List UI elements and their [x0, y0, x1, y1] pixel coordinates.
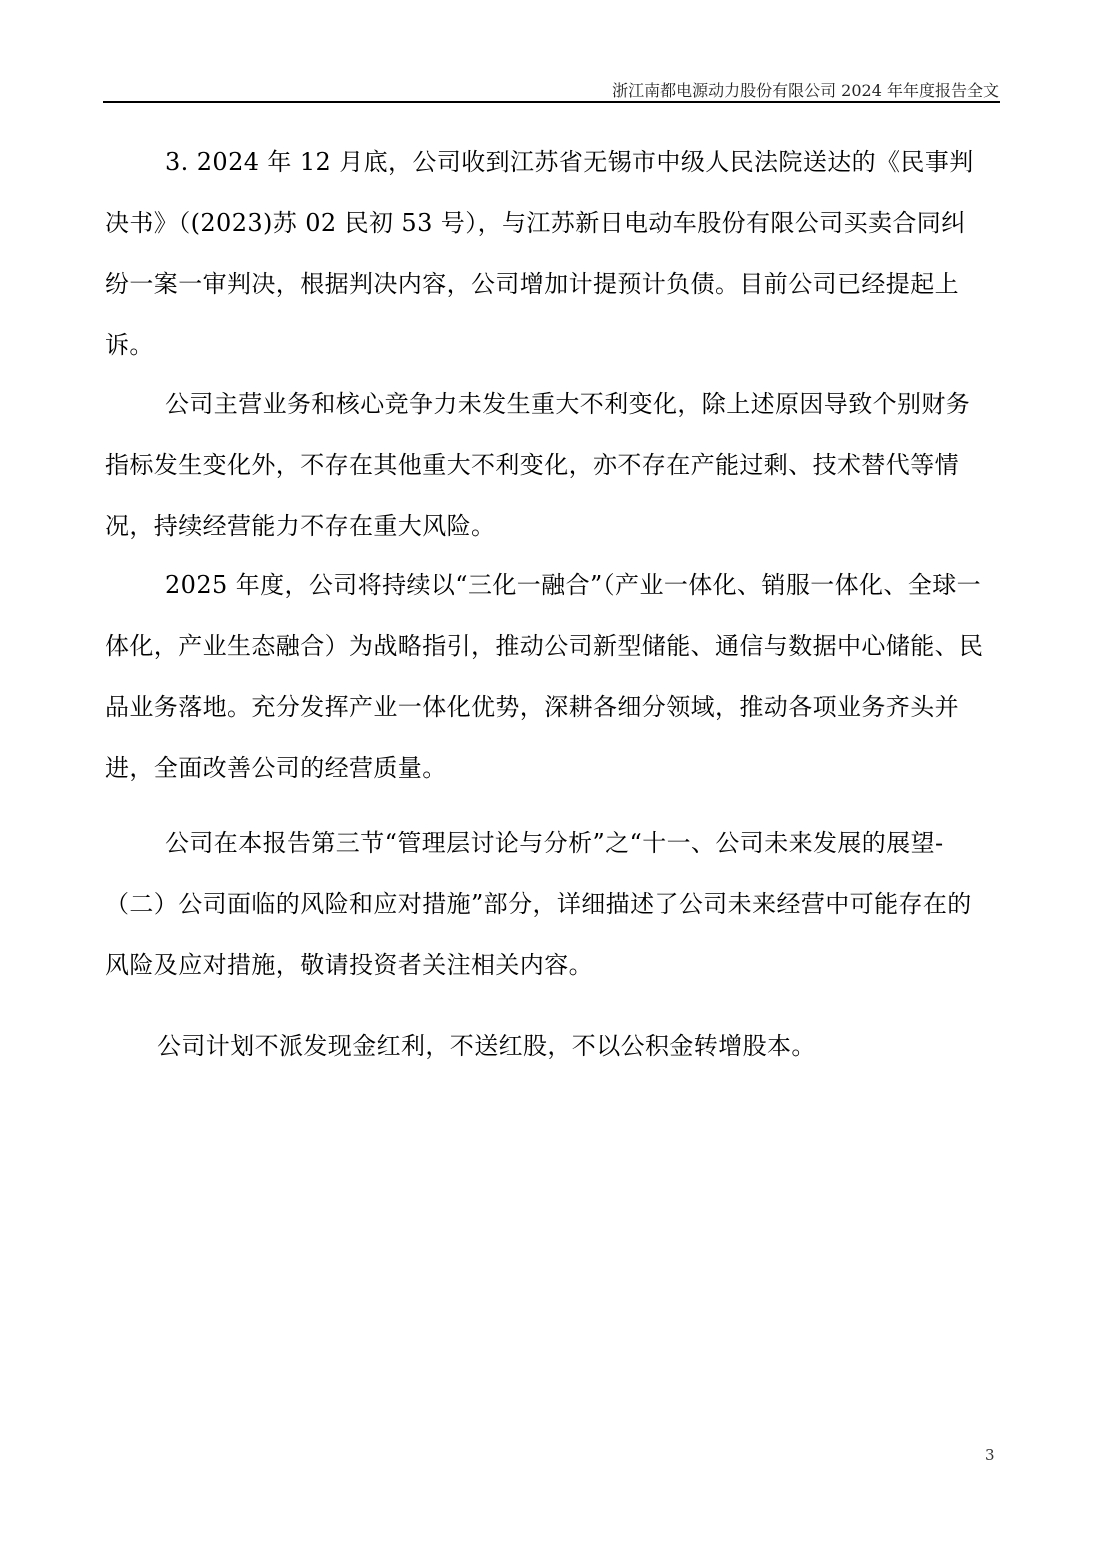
paragraph-2025-strategy-text: 2025 年度，公司将持续以“三化一融合”（产业一体化、销服一体化、全球一体化，产业生态融合）为战略指引，推动公司新型储能、通信与数据中心储能、民品业务落地。充分发挥产业一体化优势，深耕各细分领域，推动各项业务齐头并进，全面改善公司的经营质量。: [105, 571, 984, 782]
paragraph-dividend-plan: [105, 1016, 985, 1077]
paragraph-business-stability-text: 公司主营业务和核心竞争力未发生重大不利变化，除上述原因导致个别财务指标发生变化外，不存在其他重大不利变化，亦不存在产能过剩、技术替代等情况，持续经营能力不存在重大风险。: [105, 390, 971, 540]
paragraph-risk-reference: [105, 813, 985, 996]
paragraph-risk-reference-text: 公司在本报告第三节“管理层讨论与分析”之“十一、公司未来发展的展望-（二）公司面临的风险和应对措施”部分，详细描述了公司未来经营中可能存在的风险及应对措施，敬请投资者关注相关内容。: [105, 829, 972, 979]
paragraph-lawsuit-text: 3. 2024 年 12 月底，公司收到江苏省无锡市中级人民法院送达的《民事判决书》（(2023)苏 02 民初 53 号），与江苏新日电动车股份有限公司买卖合同纠纷一案一审判决，根据判决内容，公司增加计提预计负债。目前公司已经提起上诉。: [105, 148, 974, 359]
paragraph-business-stability: [105, 374, 985, 557]
paragraph-dividend-plan-text: 公司计划不派发现金红利，不送红股，不以公积金转增股本。: [157, 1032, 816, 1060]
paragraph-lawsuit: [105, 132, 985, 376]
header-divider: [103, 101, 1000, 103]
paragraph-2025-strategy: [105, 555, 985, 799]
page-number: 3: [985, 1446, 995, 1464]
report-header-title: 浙江南都电源动力股份有限公司 2024 年年度报告全文: [612, 81, 999, 100]
